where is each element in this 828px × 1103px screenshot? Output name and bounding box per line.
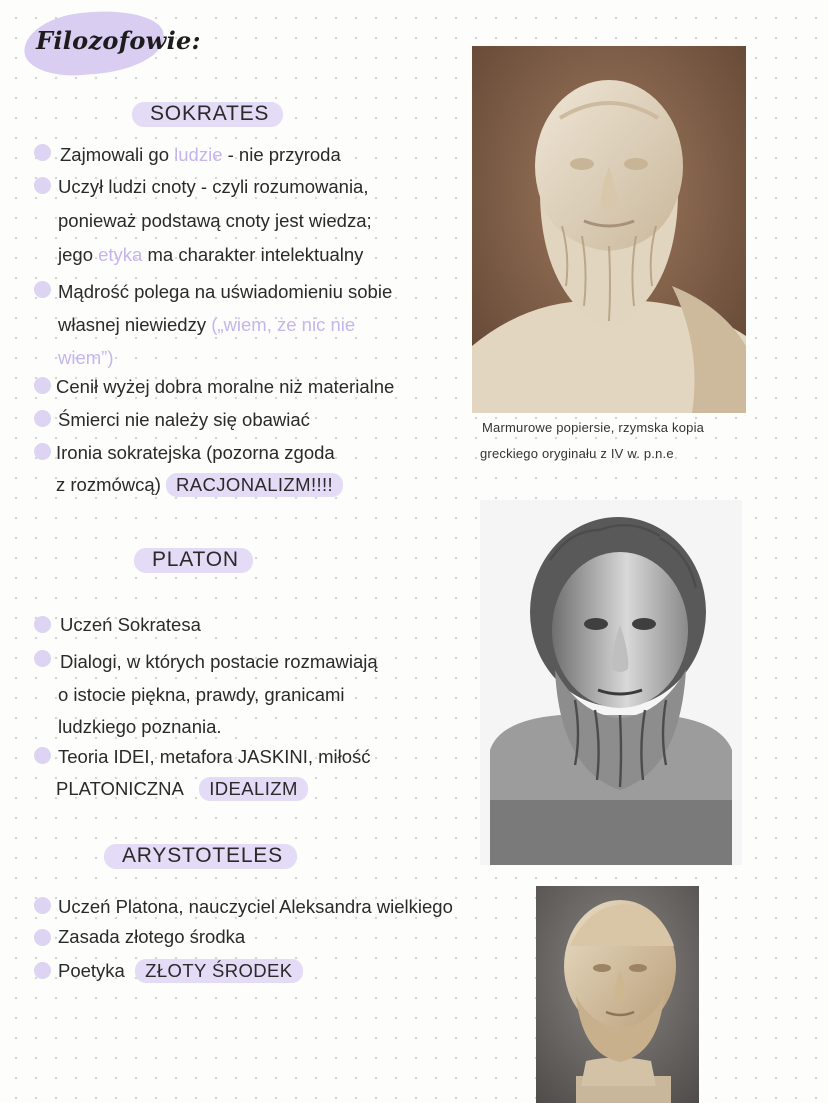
socrates-bullet-3-line-1: Mądrość polega na uświadomieniu sobie [58,281,393,302]
bullet-dot [34,144,51,161]
bullet-dot [34,650,51,667]
aristotle-bullet-3: Poetyka ZŁOTY ŚRODEK [58,962,303,981]
bullet-dot [34,443,51,460]
bullet-dot [34,897,51,914]
aristotle-bullet-2: Zasada złotego środka [58,926,246,947]
plato-bullet-2-line-1: Dialogi, w których postacie rozmawiają [60,651,378,672]
socrates-bullet-5: Śmierci nie należy się obawiać [58,409,310,430]
page-title: Filozofowie: [36,26,201,55]
tag-zloty-srodek: ZŁOTY ŚRODEK [135,959,302,983]
section-heading-aristotle: ARYSTOTELES [104,844,297,868]
socrates-bust-illustration [472,46,746,413]
bullet-dot [34,281,51,298]
socrates-bullet-2-line-2: ponieważ podstawą cnoty jest wiedza; [58,210,372,231]
aristotle-bust-image [536,886,699,1103]
socrates-bullet-2-line-3: jego etyka ma charakter intelektualny [58,244,364,265]
socrates-image-caption-line-1: Marmurowe popiersie, rzymska kopia [482,420,705,435]
socrates-bullet-2-line-1: Uczył ludzi cnoty - czyli rozumowania, [58,176,369,197]
bullet-dot [34,929,51,946]
bullet-dot [34,616,51,633]
tag-idealizm: IDEALIZM [199,777,308,801]
socrates-bullet-4: Cenił wyżej dobra moralne niż materialne [56,376,395,397]
section-heading-socrates: SOKRATES [132,102,283,126]
plato-bullet-1: Uczeń Sokratesa [60,614,201,635]
bullet-dot [34,747,51,764]
plato-bullet-2-line-3: ludzkiego poznania. [58,716,222,737]
plato-bullet-2-line-2: o istocie piękna, prawdy, granicami [58,684,345,705]
socrates-bullet-3-line-2: własnej niewiedzy („wiem, że nic nie [58,314,356,335]
bullet-dot [34,410,51,427]
socrates-bullet-6-line-1: Ironia sokratejska (pozorna zgoda [56,442,335,463]
socrates-bust-image [472,46,746,413]
socrates-image-caption-line-2: greckiego oryginału z IV w. p.n.e [480,446,674,461]
plato-bust-image [480,500,742,865]
section-heading-plato: PLATON [134,548,253,572]
aristotle-bust-illustration [536,886,699,1103]
socrates-bullet-3-line-3: wiem”) [58,347,114,368]
bullet-dot [34,962,51,979]
plato-bullet-3-line-1: Teoria IDEI, metafora JASKINI, miłość [58,746,371,767]
plato-bust-illustration [480,500,742,865]
bullet-dot [34,377,51,394]
socrates-bullet-1: Zajmowali go ludzie - nie przyroda [60,144,341,165]
plato-bullet-3-line-2: PLATONICZNA IDEALIZM [56,780,308,799]
tag-racjonalizm: RACJONALIZM!!!! [166,473,343,497]
aristotle-bullet-1: Uczeń Platona, nauczyciel Aleksandra wielkiego [58,896,453,917]
bullet-dot [34,177,51,194]
socrates-bullet-6-line-2: z rozmówcą) RACJONALIZM!!!! [56,476,343,495]
